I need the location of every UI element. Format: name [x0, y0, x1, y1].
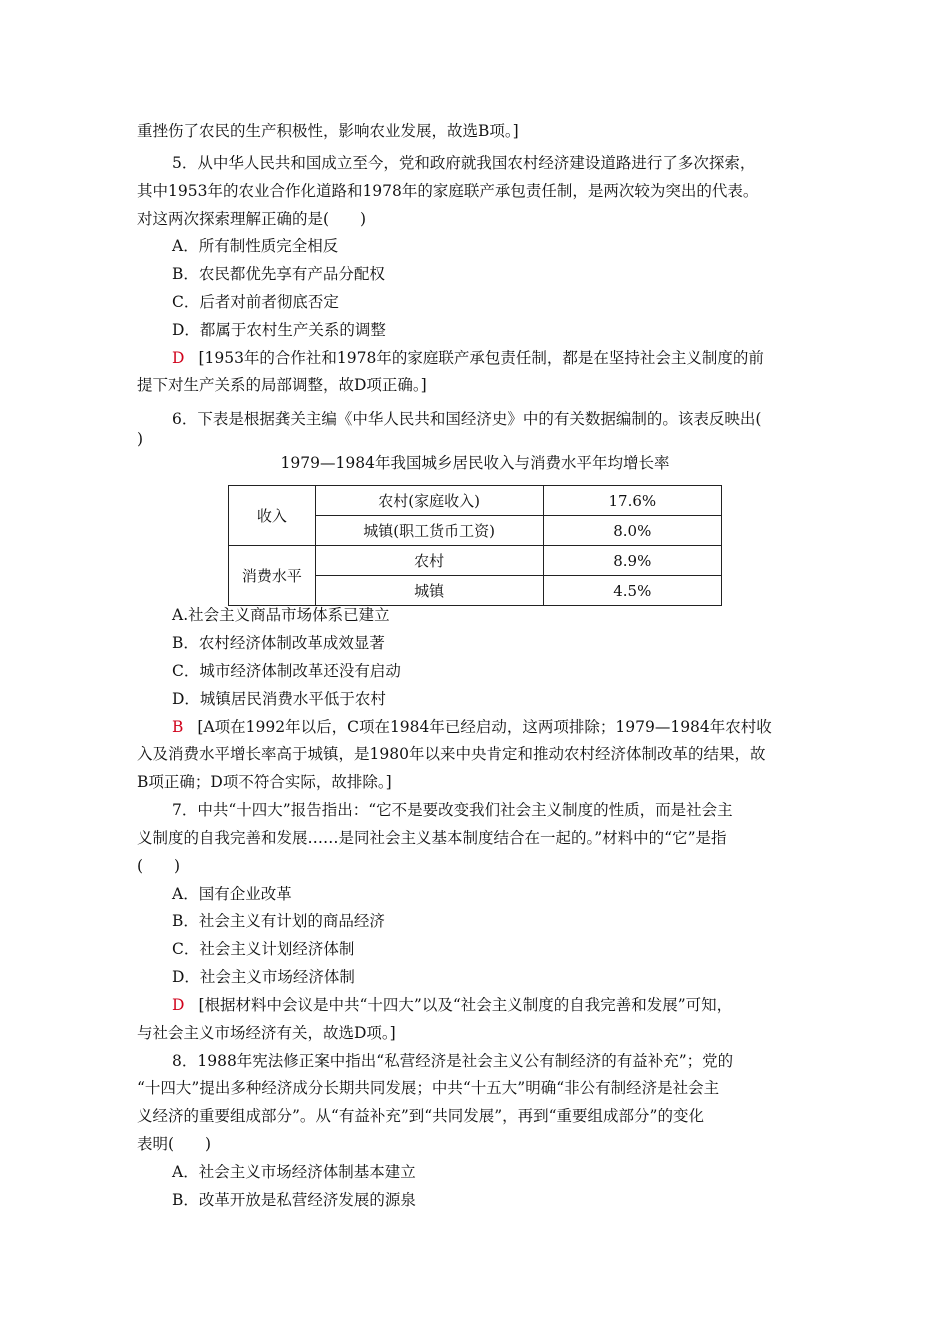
- table-row: [229, 486, 722, 516]
- row-label: 城镇(职工货币工资): [315, 516, 543, 546]
- text-line: ): [137, 430, 144, 448]
- option-d: D．都属于农村生产关系的调整: [172, 321, 386, 339]
- row-label: 城镇: [315, 576, 543, 606]
- row-value: 17.6%: [543, 486, 721, 516]
- text-line: 入及消费水平增长率高于城镇，是1980年以来中央肯定和推动农村经济体制改革的结果，故: [137, 745, 766, 763]
- table-caption: 1979—1984年我国城乡居民收入与消费水平年均增长率: [280, 454, 670, 472]
- option-c: C．后者对前者彻底否定: [172, 293, 339, 311]
- row-group-label: 消费水平: [229, 546, 316, 606]
- row-label: 农村(家庭收入): [315, 486, 543, 516]
- option-b: B．社会主义有计划的商品经济: [172, 912, 385, 930]
- question-5-stem: 5．从中华人民共和国成立至今，党和政府就我国农村经济建设道路进行了多次探索，: [172, 154, 756, 172]
- option-a: A．国有企业改革: [172, 885, 292, 903]
- option-d: D．城镇居民消费水平低于农村: [172, 690, 386, 708]
- table-row: [229, 546, 722, 576]
- explanation-text: [A项在1992年以后，C项在1984年已经启动，这两项排除；1979—1984年农村收: [197, 718, 772, 736]
- row-label: 农村: [315, 546, 543, 576]
- text-line: 表明( ): [137, 1135, 212, 1153]
- text-line: 义经济的重要组成部分”。从“有益补充”到“共同发展”，再到“重要组成部分”的变化: [137, 1107, 704, 1125]
- question-7-stem: 7．中共“十四大”报告指出：“它不是要改变我们社会主义制度的性质，而是社会主: [172, 801, 733, 819]
- option-b: B．农村经济体制改革成效显著: [172, 634, 385, 652]
- text-line: 义制度的自我完善和发展……是同社会主义基本制度结合在一起的。”材料中的“它”是指: [137, 829, 727, 847]
- option-c: C．城市经济体制改革还没有启动: [172, 662, 401, 680]
- option-d: D．社会主义市场经济体制: [172, 968, 355, 986]
- answer-letter: D: [172, 349, 185, 367]
- option-b: B．改革开放是私营经济发展的源泉: [172, 1191, 416, 1209]
- text-line: 其中1953年的农业合作化道路和1978年的家庭联产承包责任制，是两次较为突出的代表。: [137, 182, 759, 200]
- text-line: 与社会主义市场经济有关，故选D项。]: [137, 1024, 396, 1042]
- option-b: B．农民都优先享有产品分配权: [172, 265, 385, 283]
- text-line: 对这两次探索理解正确的是( ): [137, 210, 367, 228]
- option-a: A．社会主义市场经济体制基本建立: [172, 1163, 416, 1181]
- text-line: B项正确；D项不符合实际，故排除。]: [137, 773, 392, 791]
- explanation-text: [1953年的合作社和1978年的家庭联产承包责任制，都是在坚持社会主义制度的前: [198, 349, 764, 367]
- answer-explanation: [172, 994, 732, 1016]
- question-8-stem: 8．1988年宪法修正案中指出“私营经济是社会主义公有制经济的有益补充”；党的: [172, 1052, 734, 1070]
- row-value: 4.5%: [543, 576, 721, 606]
- explanation-text: [根据材料中会议是中共“十四大”以及“社会主义制度的自我完善和发展”可知，: [198, 996, 733, 1014]
- text-line: ( ): [137, 857, 181, 875]
- data-table: [228, 485, 722, 606]
- answer-explanation: [172, 716, 772, 738]
- option-c: C．社会主义计划经济体制: [172, 940, 355, 958]
- question-6-stem: 6．下表是根据龚关主编《中华人民共和国经济史》中的有关数据编制的。该表反映出(: [172, 410, 762, 428]
- option-a: A.社会主义商品市场体系已建立: [172, 606, 390, 624]
- option-a: A．所有制性质完全相反: [172, 237, 339, 255]
- answer-letter: B: [172, 718, 184, 736]
- text-line: “十四大”提出多种经济成分长期共同发展；中共“十五大”明确“非公有制经济是社会主: [137, 1079, 720, 1097]
- text-line: 提下对生产关系的局部调整，故D项正确。]: [137, 376, 427, 394]
- row-group-label: 收入: [229, 486, 316, 546]
- row-value: 8.9%: [543, 546, 721, 576]
- text-line: 重挫伤了农民的生产积极性，影响农业发展，故选B项。]: [137, 122, 519, 140]
- answer-letter: D: [172, 996, 185, 1014]
- answer-explanation: [172, 347, 764, 369]
- row-value: 8.0%: [543, 516, 721, 546]
